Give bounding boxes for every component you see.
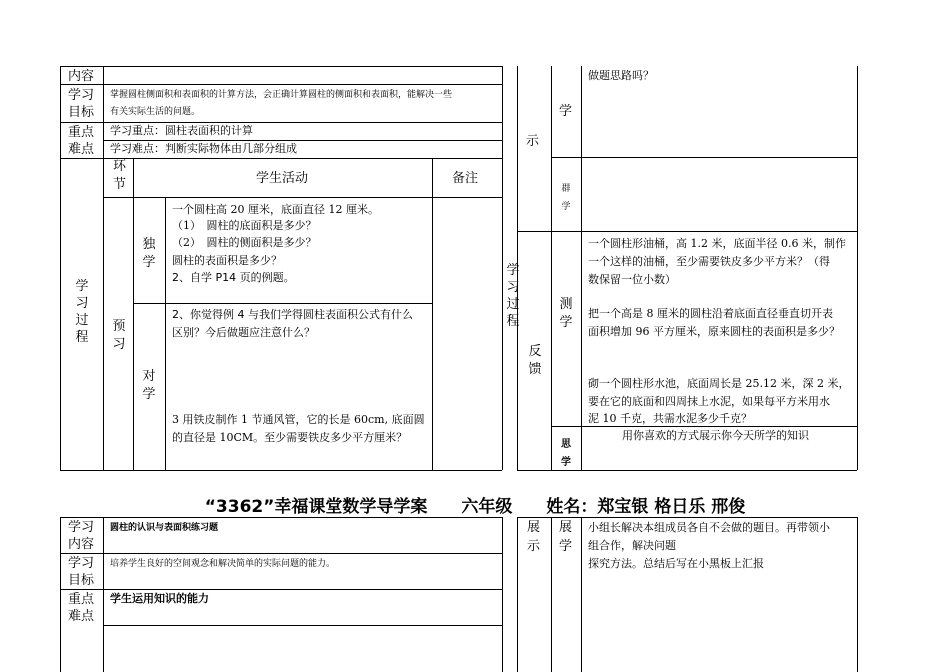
fankui-char: 馈 [528,362,542,377]
shi-label: 示 [526,134,540,149]
duixue-char: 学 [142,387,156,402]
yuxi-label [111,318,127,354]
mubiao-label-2: 目标 [68,105,95,120]
b-neirong-label-2: 内容 [68,537,95,552]
fankui-label [527,343,543,379]
duxue-label [141,236,157,272]
xue-label: 学 [559,104,573,119]
duixue-q-2: 区别？今后做题应注意什么？ [172,326,315,339]
ce-label [558,296,574,332]
duxue-char: 学 [142,255,156,270]
zhanxue-line-1: 小组长解决本组成员各自不会做的题目。再带领小 [588,521,830,534]
ce-p3-1: 砌一个圆柱形水池，底面周长是 25.12 米，深 2 米， [588,377,850,390]
beizhu-label: 备注 [452,171,479,186]
qunxue-char: 学 [561,202,571,212]
zhongdian-label-1: 重点 [68,125,95,140]
zhanxue-line-3: 探究方法。总结后写在小黑板上汇报 [588,557,764,570]
fankui-char: 反 [528,344,542,359]
ce-p3-3: 泥 10 千克，共需水泥多少千克？ [588,412,752,425]
ce-p2-1: 把一个高是 8 厘米的圆柱沿着底面直径垂直切开表 [588,307,833,320]
ce-char: 学 [559,315,573,330]
duxue-line-5: 2、自学 P14 页的例题。 [172,271,295,284]
zhanxue-label-2: 学 [559,539,573,554]
ce-p1-2: 一个这样的油桶，至少需要铁皮多少平方米？（得 [588,255,830,268]
duixue-char: 对 [142,369,156,384]
ce-p1-3: 数保留一位小数） [588,273,676,286]
zhanxue-line-2: 组合作，解决问题 [588,539,676,552]
duixue-p-1: 3 用铁皮制作 1 节通风管，它的长是 60cm, 底面圆 [172,413,425,426]
duxue-line-4: 圆柱的表面积是多少？ [172,254,282,267]
guocheng-char: 程 [75,330,89,345]
zhongdian-label-2: 难点 [68,142,95,157]
guocheng-char: 习 [75,296,89,311]
mubiao-text-1: 掌握圆柱侧面积和表面积的计算方法，会正确计算圆柱的侧面积和表面积，能解决一些 [110,90,453,100]
duxue-line-2: （1） 圆柱的底面积是多少？ [172,219,317,232]
duxue-line-1: 一个圆柱高 20 厘米，底面直径 12 厘米。 [172,203,379,216]
xue-text: 做题思路吗？ [588,69,654,82]
si-char: 学 [561,457,571,468]
zhanshi-label-1: 展 [527,520,541,535]
si-text: 用你喜欢的方式展示你今天所学的知识 [622,429,809,442]
si-label [558,436,574,472]
duixue-label [141,368,157,404]
page-title: “3362”幸福课堂数学导学案 六年级 姓名：郑宝银 格日乐 邢俊 [204,497,746,517]
mubiao-text-2: 有关实际生活的问题。 [110,107,201,117]
b-zhongdian-label-2: 难点 [68,609,95,624]
b-mubiao-label-1: 学习 [68,556,95,571]
ce-p1-1: 一个圆柱形油桶，高 1.2 米，底面半径 0.6 米，制作 [588,237,846,250]
guocheng-char: 程 [506,314,520,329]
zhanshi-label-2: 示 [527,539,541,554]
ce-char: 测 [559,297,573,312]
guocheng-char: 学 [75,279,89,294]
b-neirong-text: 圆柱的认识与表面积练习题 [110,523,219,533]
huanjie-label-1: 环 [113,159,127,174]
nandian-text: 学习难点：判断实际物体由几部分组成 [110,142,297,155]
ce-p2-2: 面积增加 96 平方厘米，原来圆柱的表面积是多少？ [588,325,840,338]
zhanxue-label-1: 展 [559,520,573,535]
b-zhongdian-text: 学生运用知识的能力 [110,592,209,605]
mubiao-label-1: 学习 [68,88,95,103]
guocheng-char: 习 [506,280,520,295]
qunxue-label [558,180,574,216]
b-neirong-label-1: 学习 [68,520,95,535]
ce-p3-2: 要在它的底面和四周抹上水泥，如果每平方米用水 [588,395,830,408]
guocheng-char: 过 [506,297,520,312]
guocheng-char: 学 [506,263,520,278]
neirong-label: 内容 [68,69,95,84]
yuxi-char: 习 [112,337,126,352]
si-char: 思 [561,439,571,450]
qunxue-char: 群 [561,184,571,194]
duxue-char: 独 [142,237,156,252]
b-mubiao-text: 培养学生良好的空间观念和解决简单的实际问题的能力。 [110,559,336,569]
xuesheng-label: 学生活动 [256,171,309,186]
b-mubiao-label-2: 目标 [68,573,95,588]
b-zhongdian-label-1: 重点 [68,592,95,607]
guocheng-char: 过 [75,313,89,328]
huanjie-label-2: 节 [113,177,127,192]
guocheng-label-right [505,262,521,330]
yuxi-char: 预 [112,319,126,334]
guocheng-label-left [74,278,90,346]
duxue-line-3: （2） 圆柱的侧面积是多少？ [172,236,317,249]
duixue-p-2: 的直径是 10CM。至少需要铁皮多少平方厘米？ [172,431,408,444]
zhongdian-text: 学习重点：圆柱表面积的计算 [110,124,253,137]
duixue-q-1: 2、你觉得例 4 与我们学得圆柱表面积公式有什么 [172,308,413,321]
